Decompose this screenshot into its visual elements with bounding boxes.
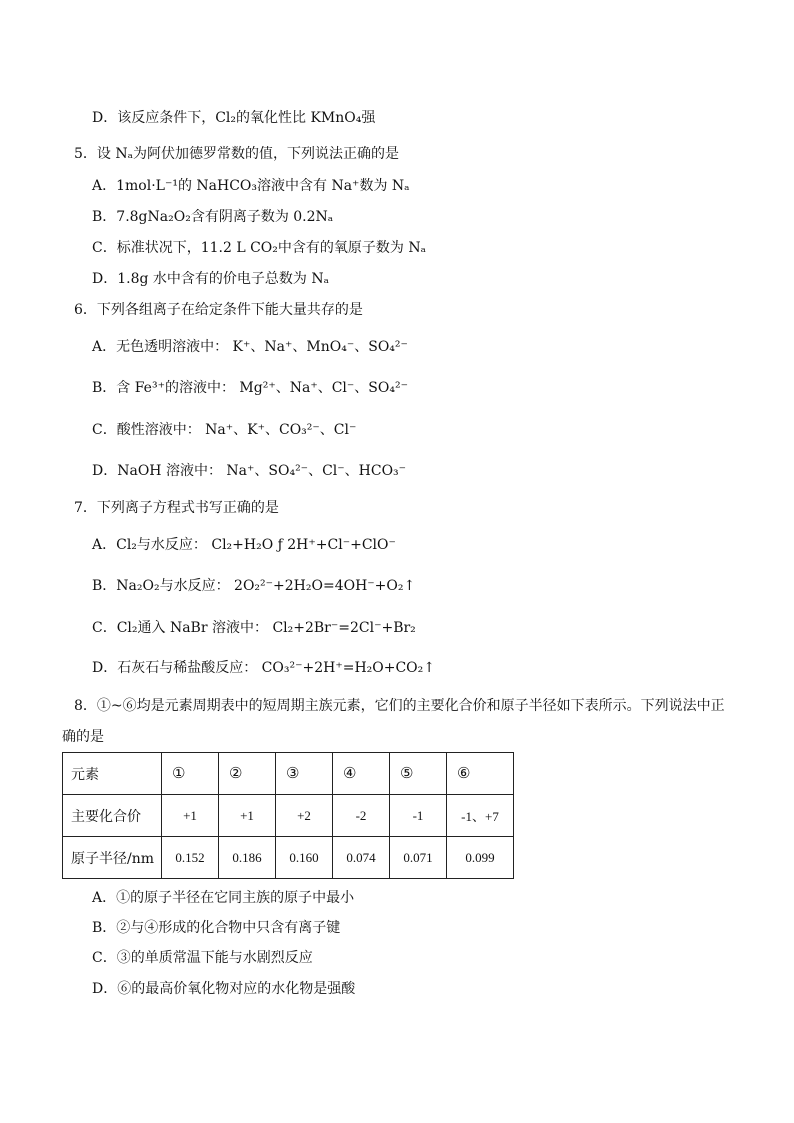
q5-option-d: D．1.8g 水中含有的价电子总数为 Nₐ	[92, 271, 330, 287]
table-cell: +1	[162, 795, 219, 837]
q5-option-b: B．7.8gNa₂O₂含有阴离子数为 0.2Nₐ	[92, 209, 334, 225]
table-cell: 0.160	[276, 837, 333, 879]
q6-stem: 6．下列各组离子在给定条件下能大量共存的是	[74, 302, 363, 318]
table-cell: 0.071	[390, 837, 447, 879]
table-cell: ①	[162, 753, 219, 795]
table-cell: ⑤	[390, 753, 447, 795]
q6-option-d: D．NaOH 溶液中： Na⁺、SO₄²⁻、Cl⁻、HCO₃⁻	[92, 463, 407, 479]
table-cell: 0.074	[333, 837, 390, 879]
table-cell: -2	[333, 795, 390, 837]
table-cell: 0.099	[447, 837, 514, 879]
table-row	[63, 753, 514, 795]
q8-option-b: B．②与④形成的化合物中只含有离子键	[92, 920, 341, 936]
element-property-table	[62, 752, 514, 879]
table-row	[63, 795, 514, 837]
q8-option-c: C．③的单质常温下能与水剧烈反应	[92, 950, 313, 966]
q4-option-d: D．该反应条件下，Cl₂的氧化性比 KMnO₄强	[92, 110, 376, 126]
table-cell: -1、+7	[447, 795, 514, 837]
table-cell: -1	[390, 795, 447, 837]
q6-option-c: C．酸性溶液中： Na⁺、K⁺、CO₃²⁻、Cl⁻	[92, 422, 357, 438]
table-row	[63, 837, 514, 879]
q5-option-a: A．1mol·L⁻¹的 NaHCO₃溶液中含有 Na⁺数为 Nₐ	[92, 178, 410, 194]
q5-stem: 5．设 Nₐ为阿伏加德罗常数的值，下列说法正确的是	[74, 146, 400, 162]
q5-option-c: C．标准状况下，11.2 L CO₂中含有的氧原子数为 Nₐ	[92, 240, 426, 256]
table-header-cell: 主要化合价	[63, 795, 162, 837]
q8-option-a: A．①的原子半径在它同主族的原子中最小	[92, 890, 355, 906]
q7-option-a: A．Cl₂与水反应： Cl₂+H₂O ƒ 2H⁺+Cl⁻+ClO⁻	[92, 537, 396, 553]
q7-stem: 7．下列离子方程式书写正确的是	[74, 500, 279, 516]
table-header-cell: 元素	[63, 753, 162, 795]
table-cell: ④	[333, 753, 390, 795]
table-header-cell: 原子半径/nm	[63, 837, 162, 879]
q8-option-d: D．⑥的最高价氧化物对应的水化物是强酸	[92, 981, 356, 997]
q6-option-a: A．无色透明溶液中： K⁺、Na⁺、MnO₄⁻、SO₄²⁻	[92, 339, 408, 355]
table-cell: ③	[276, 753, 333, 795]
q8-stem-line2: 确的是	[62, 729, 104, 745]
q7-option-b: B．Na₂O₂与水反应： 2O₂²⁻+2H₂O=4OH⁻+O₂↑	[92, 578, 416, 594]
q7-option-d: D．石灰石与稀盐酸反应： CO₃²⁻+2H⁺=H₂O+CO₂↑	[92, 660, 436, 676]
q7-option-c: C．Cl₂通入 NaBr 溶液中： Cl₂+2Br⁻=2Cl⁻+Br₂	[92, 620, 416, 636]
table-cell: 0.152	[162, 837, 219, 879]
table-cell: +1	[219, 795, 276, 837]
table-cell: ⑥	[447, 753, 514, 795]
table-cell: +2	[276, 795, 333, 837]
table-cell: ②	[219, 753, 276, 795]
table-cell: 0.186	[219, 837, 276, 879]
q6-option-b: B．含 Fe³⁺的溶液中： Mg²⁺、Na⁺、Cl⁻、SO₄²⁻	[92, 380, 408, 396]
q8-stem-line1: 8．①~⑥均是元素周期表中的短周期主族元素，它们的主要化合价和原子半径如下表所示。下列说法中正	[74, 698, 725, 714]
